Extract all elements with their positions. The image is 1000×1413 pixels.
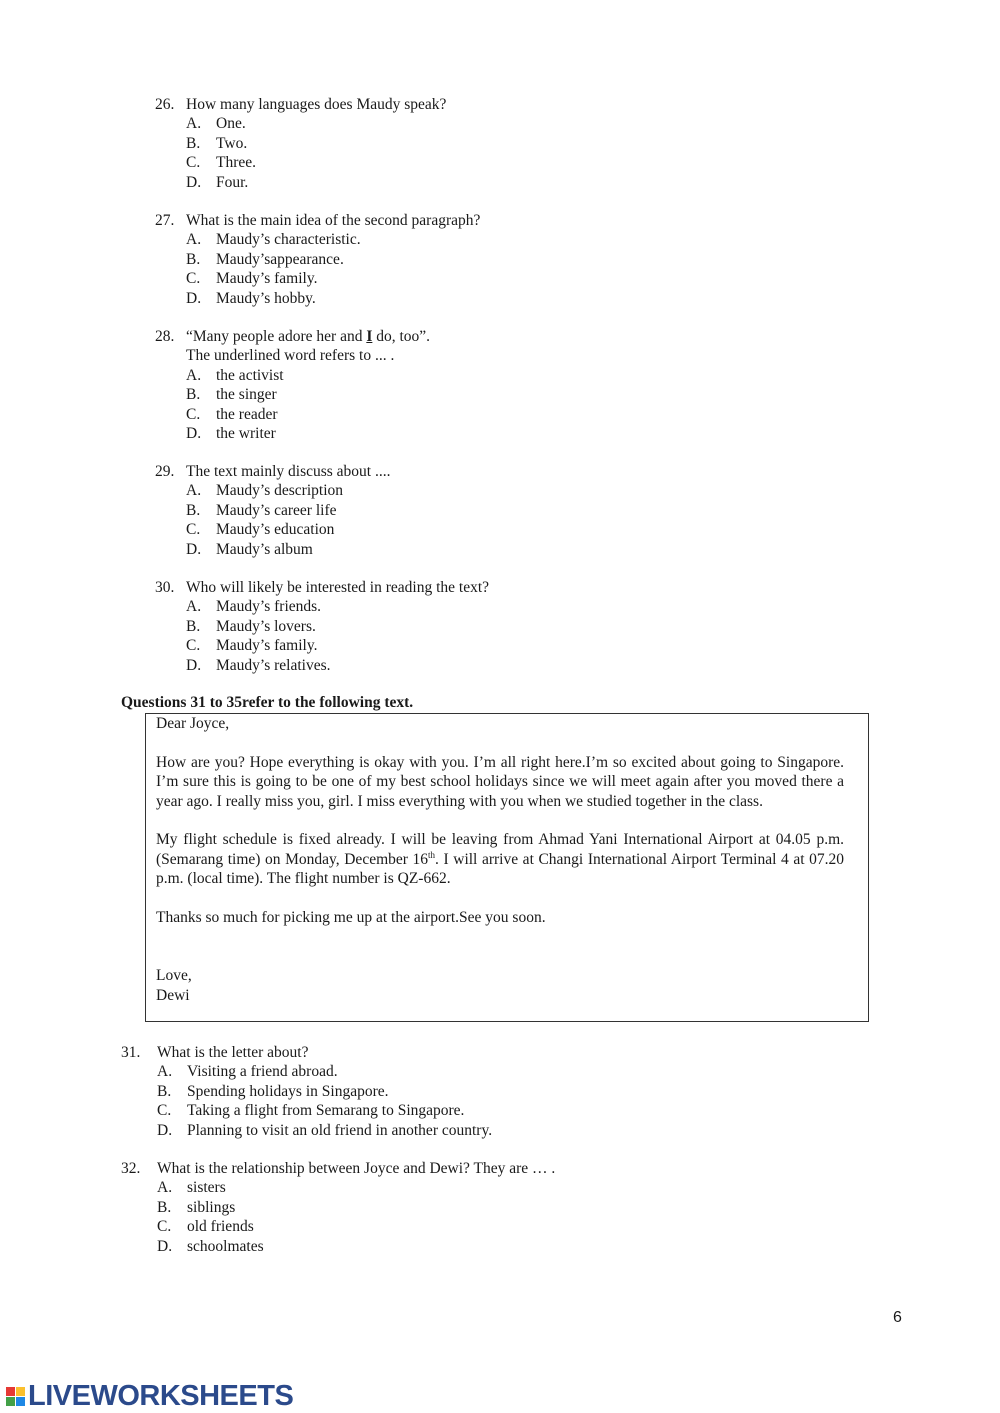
question-number: 30. bbox=[155, 579, 175, 596]
question-number: 26. bbox=[155, 96, 175, 113]
option-b[interactable]: B. siblings bbox=[157, 1198, 236, 1216]
option-b[interactable]: B. Maudy’s career life bbox=[186, 501, 337, 519]
option-a[interactable]: A. One. bbox=[186, 115, 246, 133]
option-b[interactable]: B. Maudy’s lovers. bbox=[186, 617, 316, 635]
option-a[interactable]: A. Visiting a friend abroad. bbox=[157, 1063, 338, 1081]
liveworksheets-logo[interactable] bbox=[6, 1381, 293, 1411]
option-d[interactable]: D. Planning to visit an old friend in another country. bbox=[157, 1121, 493, 1139]
option-a[interactable]: A. sisters bbox=[157, 1179, 226, 1197]
question-number: 32. bbox=[121, 1160, 141, 1177]
option-d[interactable]: D. Maudy’s relatives. bbox=[186, 656, 331, 674]
question-text: “Many people adore her and bbox=[186, 328, 367, 345]
option-c[interactable]: C. Three. bbox=[186, 154, 257, 172]
option-d[interactable]: D. Maudy’s album bbox=[186, 540, 313, 558]
option-d[interactable]: D. Maudy’s hobby. bbox=[186, 289, 316, 307]
option-c[interactable]: C. old friends bbox=[157, 1218, 254, 1236]
option-c[interactable]: C. the reader bbox=[186, 405, 278, 423]
question-text: Who will likely be interested in reading the text? bbox=[186, 579, 490, 596]
option-a[interactable]: A. Maudy’s friends. bbox=[186, 598, 322, 616]
question-text: The text mainly discuss about .... bbox=[186, 463, 391, 480]
question-26 bbox=[155, 95, 446, 192]
letter-signature: Dewi bbox=[156, 986, 190, 1004]
question-number: 27. bbox=[155, 212, 175, 229]
question-27 bbox=[155, 211, 480, 308]
option-a[interactable]: A. Maudy’s description bbox=[186, 482, 343, 500]
option-b[interactable]: B. Spending holidays in Singapore. bbox=[157, 1082, 389, 1100]
option-d[interactable]: D. schoolmates bbox=[157, 1237, 264, 1255]
letter-closing: Love, bbox=[156, 967, 192, 985]
question-text: How many languages does Maudy speak? bbox=[186, 96, 447, 113]
question-32 bbox=[121, 1159, 555, 1256]
option-b[interactable]: B. Maudy’sappearance. bbox=[186, 250, 344, 268]
option-b[interactable]: B. the singer bbox=[186, 386, 277, 404]
question-28: 28. “Many people adore her and I do, too”. The underlined word refers to ... . A. the activist B. the singer C. the reader D. the writer bbox=[155, 328, 431, 442]
option-a[interactable]: A. the activist bbox=[186, 366, 284, 384]
page-number: 6 bbox=[893, 1309, 902, 1326]
option-c[interactable]: C. Taking a flight from Semarang to Singapore. bbox=[157, 1102, 465, 1120]
question-number: 31. bbox=[121, 1044, 141, 1061]
letter-greeting: Dear Joyce, bbox=[156, 715, 230, 732]
letter-paragraph-3: Thanks so much for picking me up at the airport.See you soon. bbox=[156, 909, 546, 927]
question-number: 29. bbox=[155, 463, 175, 480]
question-number: 28. bbox=[155, 328, 175, 345]
question-31 bbox=[121, 1043, 492, 1140]
question-29 bbox=[155, 462, 390, 559]
option-b[interactable]: B. Two. bbox=[186, 134, 248, 152]
question-30 bbox=[155, 578, 489, 675]
brand-name: LIVEWORKSHEETS bbox=[28, 1379, 294, 1412]
section-heading: Questions 31 to 35refer to the following text. bbox=[121, 694, 414, 711]
option-c[interactable]: C. Maudy’s family. bbox=[186, 270, 318, 288]
letter-paragraph-2: My flight schedule is fixed already. I will be leaving from Ahmad Yani International Airport at 04.05 p.m. (Semarang time) on Monday, December 16th. I will arrive at Changi International Airport Terminal 4 at 07.20 p.m. (local time). The flight number is QZ-662. bbox=[156, 831, 844, 888]
option-d[interactable]: D. the writer bbox=[186, 424, 276, 442]
option-d[interactable]: D. Four. bbox=[186, 173, 249, 191]
letter-box bbox=[145, 713, 869, 1022]
question-subtext: The underlined word refers to ... . bbox=[186, 347, 395, 365]
logo-blocks-icon bbox=[6, 1387, 25, 1406]
letter-paragraph-1: How are you? Hope everything is okay with you. I’m all right here.I’m so excited about going to Singapore. I’m sure this is going to be one of my best school holidays since we will meet again after you moved there a year ago. I really miss you, girl. I miss everything with you when we studied together in the class. bbox=[156, 753, 844, 810]
question-text: What is the main idea of the second paragraph? bbox=[186, 212, 481, 229]
option-c[interactable]: C. Maudy’s family. bbox=[186, 637, 318, 655]
question-text: What is the relationship between Joyce and Dewi? They are … . bbox=[157, 1160, 556, 1177]
underlined-word: I bbox=[366, 328, 373, 345]
option-a[interactable]: A. Maudy’s characteristic. bbox=[186, 231, 361, 249]
option-c[interactable]: C. Maudy’s education bbox=[186, 521, 335, 539]
question-text: What is the letter about? bbox=[157, 1044, 309, 1061]
